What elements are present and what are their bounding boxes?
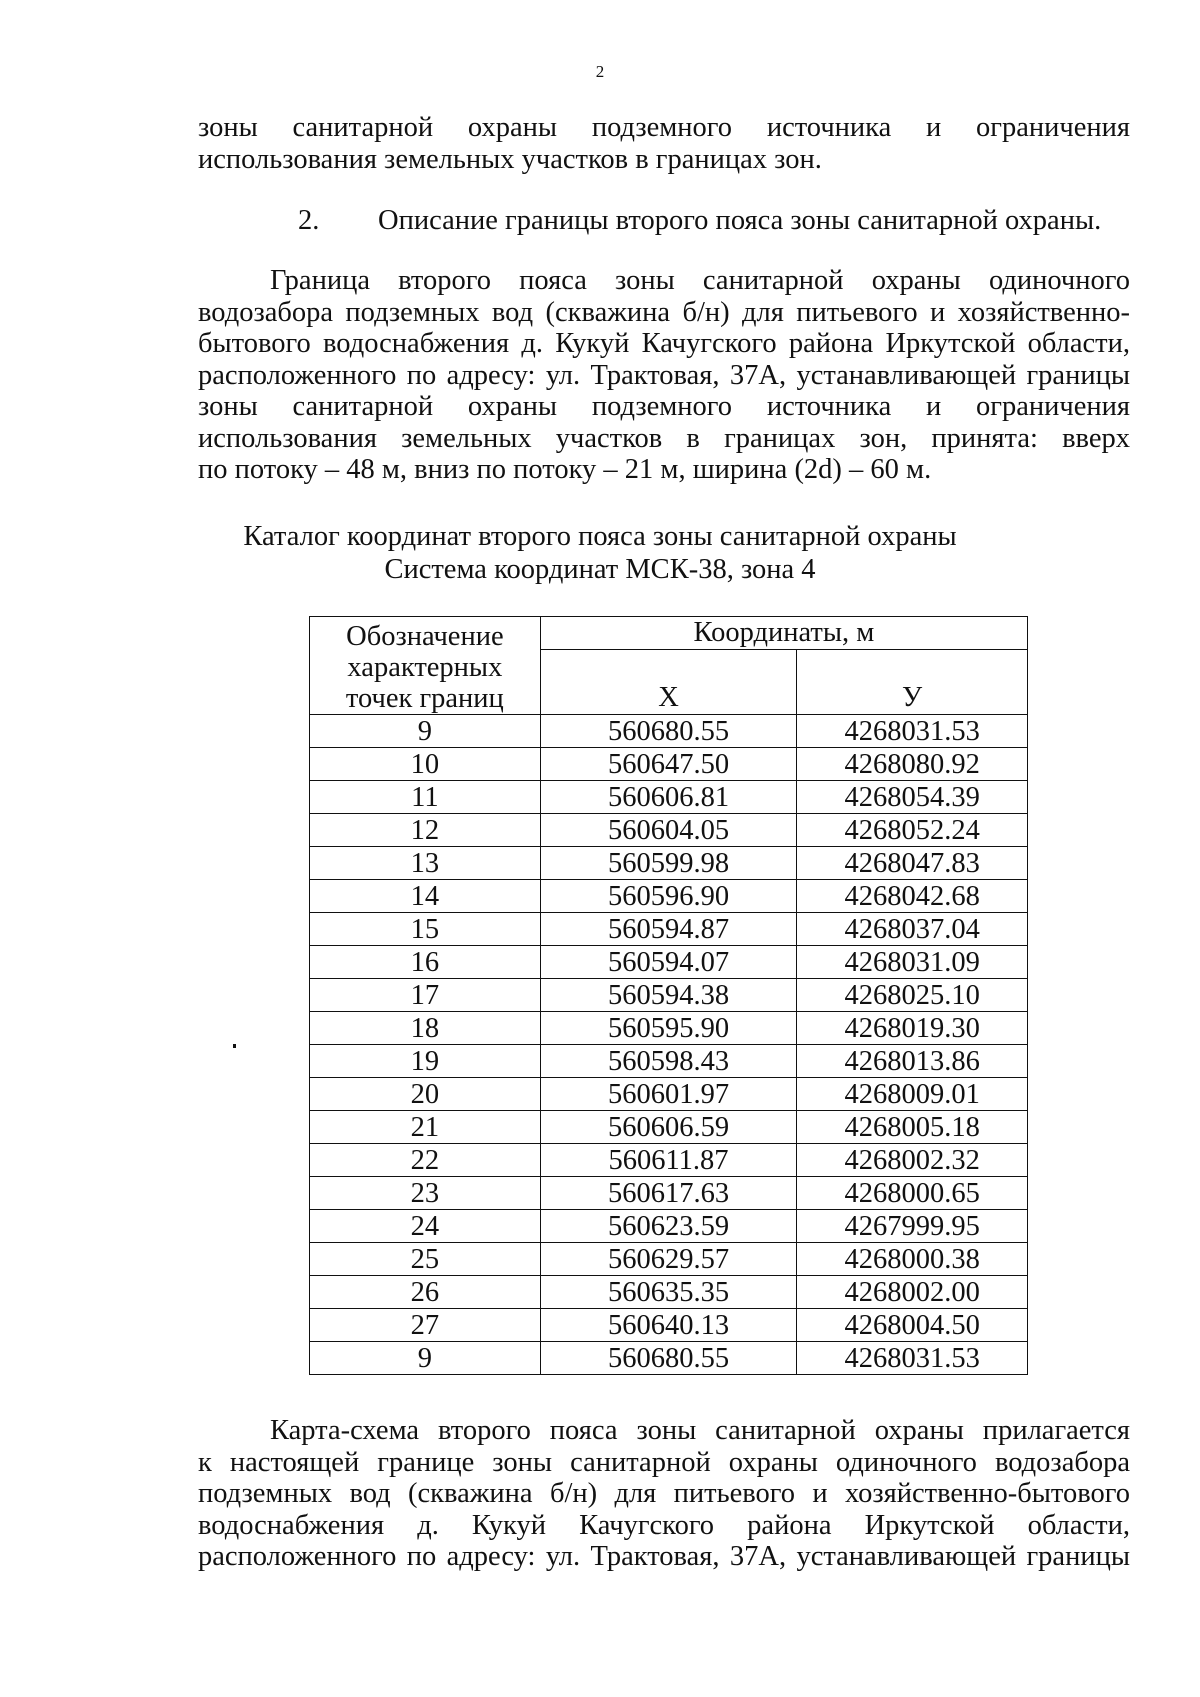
table-row bbox=[310, 1309, 1028, 1342]
y-cell: 4268004.50 bbox=[797, 1309, 1028, 1342]
y-cell: 4268009.01 bbox=[797, 1078, 1028, 1111]
x-cell: 560647.50 bbox=[540, 748, 797, 781]
y-cell: 4268005.18 bbox=[797, 1111, 1028, 1144]
y-cell: 4268052.24 bbox=[797, 814, 1028, 847]
y-cell: 4268000.38 bbox=[797, 1243, 1028, 1276]
map-paragraph bbox=[198, 1415, 1130, 1573]
x-cell: 560594.38 bbox=[540, 979, 797, 1012]
point-cell: 16 bbox=[310, 946, 541, 979]
x-cell: 560594.07 bbox=[540, 946, 797, 979]
catalog-title: Каталог координат второго пояса зоны санитарной охраны bbox=[243, 521, 957, 552]
page-number: 2 bbox=[595, 62, 605, 81]
table-row bbox=[310, 1012, 1028, 1045]
table-row bbox=[310, 748, 1028, 781]
point-cell: 13 bbox=[310, 847, 541, 880]
table-row bbox=[310, 1177, 1028, 1210]
point-cell: 11 bbox=[310, 781, 541, 814]
table-row bbox=[310, 1243, 1028, 1276]
table-row bbox=[310, 880, 1028, 913]
point-cell: 15 bbox=[310, 913, 541, 946]
coords-header: Координаты, м bbox=[540, 617, 1027, 650]
x-cell: 560601.97 bbox=[540, 1078, 797, 1111]
point-header bbox=[310, 617, 541, 715]
table-row bbox=[310, 715, 1028, 748]
point-cell: 17 bbox=[310, 979, 541, 1012]
point-cell: 24 bbox=[310, 1210, 541, 1243]
point-cell: 12 bbox=[310, 814, 541, 847]
y-cell: 4268002.32 bbox=[797, 1144, 1028, 1177]
section-number: 2. bbox=[298, 205, 320, 236]
table-row bbox=[310, 913, 1028, 946]
table-row bbox=[310, 1045, 1028, 1078]
point-cell: 19 bbox=[310, 1045, 541, 1078]
table-row bbox=[310, 814, 1028, 847]
point-cell: 9 bbox=[310, 1342, 541, 1375]
table-row bbox=[310, 1342, 1028, 1375]
map-line: расположенного по адресу: ул. Трактовая, 37А, устанавливающей границы bbox=[198, 1541, 1130, 1572]
boundary-line: водозабора подземных вод (скважина б/н) для питьевого и хозяйственно- bbox=[198, 296, 1130, 328]
intro-paragraph bbox=[198, 112, 1130, 175]
table-row bbox=[310, 979, 1028, 1012]
table-row bbox=[310, 781, 1028, 814]
boundary-line: использования земельных участков в границах зон, принята: вверх bbox=[198, 422, 1130, 454]
section-heading bbox=[298, 204, 1101, 238]
x-cell: 560611.87 bbox=[540, 1144, 797, 1177]
table-row bbox=[310, 1078, 1028, 1111]
y-cell: 4268000.65 bbox=[797, 1177, 1028, 1210]
table-body bbox=[310, 715, 1028, 1375]
y-cell: 4268031.53 bbox=[797, 1342, 1028, 1375]
y-cell: 4268002.00 bbox=[797, 1276, 1028, 1309]
y-cell: 4268013.86 bbox=[797, 1045, 1028, 1078]
x-cell: 560680.55 bbox=[540, 715, 797, 748]
intro-line: зоны санитарной охраны подземного источника и ограничения bbox=[198, 112, 1130, 143]
x-cell: 560604.05 bbox=[540, 814, 797, 847]
intro-line: использования земельных участков в границах зон. bbox=[198, 143, 822, 175]
point-cell: 14 bbox=[310, 880, 541, 913]
map-line: водоснабжения д. Кукуй Качугского района Иркутской области, bbox=[198, 1509, 1130, 1541]
x-cell: 560680.55 bbox=[540, 1342, 797, 1375]
point-cell: 27 bbox=[310, 1309, 541, 1342]
table-row bbox=[310, 1210, 1028, 1243]
point-cell: 20 bbox=[310, 1078, 541, 1111]
x-cell: 560617.63 bbox=[540, 1177, 797, 1210]
point-cell: 22 bbox=[310, 1144, 541, 1177]
x-header: X bbox=[540, 650, 797, 715]
x-cell: 560594.87 bbox=[540, 913, 797, 946]
map-line: подземных вод (скважина б/н) для питьевого и хозяйственно-бытового bbox=[198, 1478, 1130, 1509]
x-cell: 560623.59 bbox=[540, 1210, 797, 1243]
map-line: Карта-схема второго пояса зоны санитарной охраны прилагается bbox=[270, 1415, 1130, 1446]
point-header-line: характерных bbox=[347, 652, 503, 683]
x-cell: 560599.98 bbox=[540, 847, 797, 880]
y-cell: 4268031.53 bbox=[797, 715, 1028, 748]
table-row bbox=[310, 1276, 1028, 1309]
y-cell: 4268080.92 bbox=[797, 748, 1028, 781]
table-row bbox=[310, 1144, 1028, 1177]
point-cell: 26 bbox=[310, 1276, 541, 1309]
point-cell: 9 bbox=[310, 715, 541, 748]
boundary-line: расположенного по адресу: ул. Трактовая, 37А, устанавливающей границы bbox=[198, 359, 1130, 391]
boundary-line: зоны санитарной охраны подземного источника и ограничения bbox=[198, 391, 1130, 422]
x-cell: 560606.81 bbox=[540, 781, 797, 814]
point-cell: 23 bbox=[310, 1177, 541, 1210]
catalog-system: Система координат МСК-38, зона 4 bbox=[384, 554, 816, 585]
y-cell: 4268042.68 bbox=[797, 880, 1028, 913]
y-cell: 4267999.95 bbox=[797, 1210, 1028, 1243]
x-cell: 560606.59 bbox=[540, 1111, 797, 1144]
point-header-line: точек границ bbox=[345, 683, 504, 714]
boundary-line: по потоку – 48 м, вниз по потоку – 21 м, ширина (2d) – 60 м. bbox=[198, 454, 932, 485]
point-cell: 25 bbox=[310, 1243, 541, 1276]
x-cell: 560596.90 bbox=[540, 880, 797, 913]
y-cell: 4268037.04 bbox=[797, 913, 1028, 946]
y-cell: 4268031.09 bbox=[797, 946, 1028, 979]
point-cell: 18 bbox=[310, 1012, 541, 1045]
table-row bbox=[310, 1111, 1028, 1144]
point-header-line: Обозначение bbox=[346, 621, 504, 652]
y-cell: 4268047.83 bbox=[797, 847, 1028, 880]
point-cell: 10 bbox=[310, 748, 541, 781]
y-cell: 4268054.39 bbox=[797, 781, 1028, 814]
y-header: У bbox=[797, 650, 1028, 715]
x-cell: 560629.57 bbox=[540, 1243, 797, 1276]
table-row bbox=[310, 847, 1028, 880]
x-cell: 560640.13 bbox=[540, 1309, 797, 1342]
boundary-line: Граница второго пояса зоны санитарной охраны одиночного bbox=[270, 265, 1130, 296]
x-cell: 560635.35 bbox=[540, 1276, 797, 1309]
table-row bbox=[310, 946, 1028, 979]
map-line: к настоящей границе зоны санитарной охраны одиночного водозабора bbox=[198, 1446, 1130, 1478]
y-cell: 4268025.10 bbox=[797, 979, 1028, 1012]
section-title: Описание границы второго пояса зоны санитарной охраны. bbox=[378, 205, 1102, 236]
boundary-line: бытового водоснабжения д. Кукуй Качугского района Иркутской области, bbox=[198, 328, 1130, 359]
y-cell: 4268019.30 bbox=[797, 1012, 1028, 1045]
point-cell: 21 bbox=[310, 1111, 541, 1144]
x-cell: 560598.43 bbox=[540, 1045, 797, 1078]
scan-speck bbox=[233, 1044, 236, 1048]
coordinates-table bbox=[309, 616, 1028, 1375]
boundary-paragraph bbox=[198, 265, 1130, 486]
x-cell: 560595.90 bbox=[540, 1012, 797, 1045]
